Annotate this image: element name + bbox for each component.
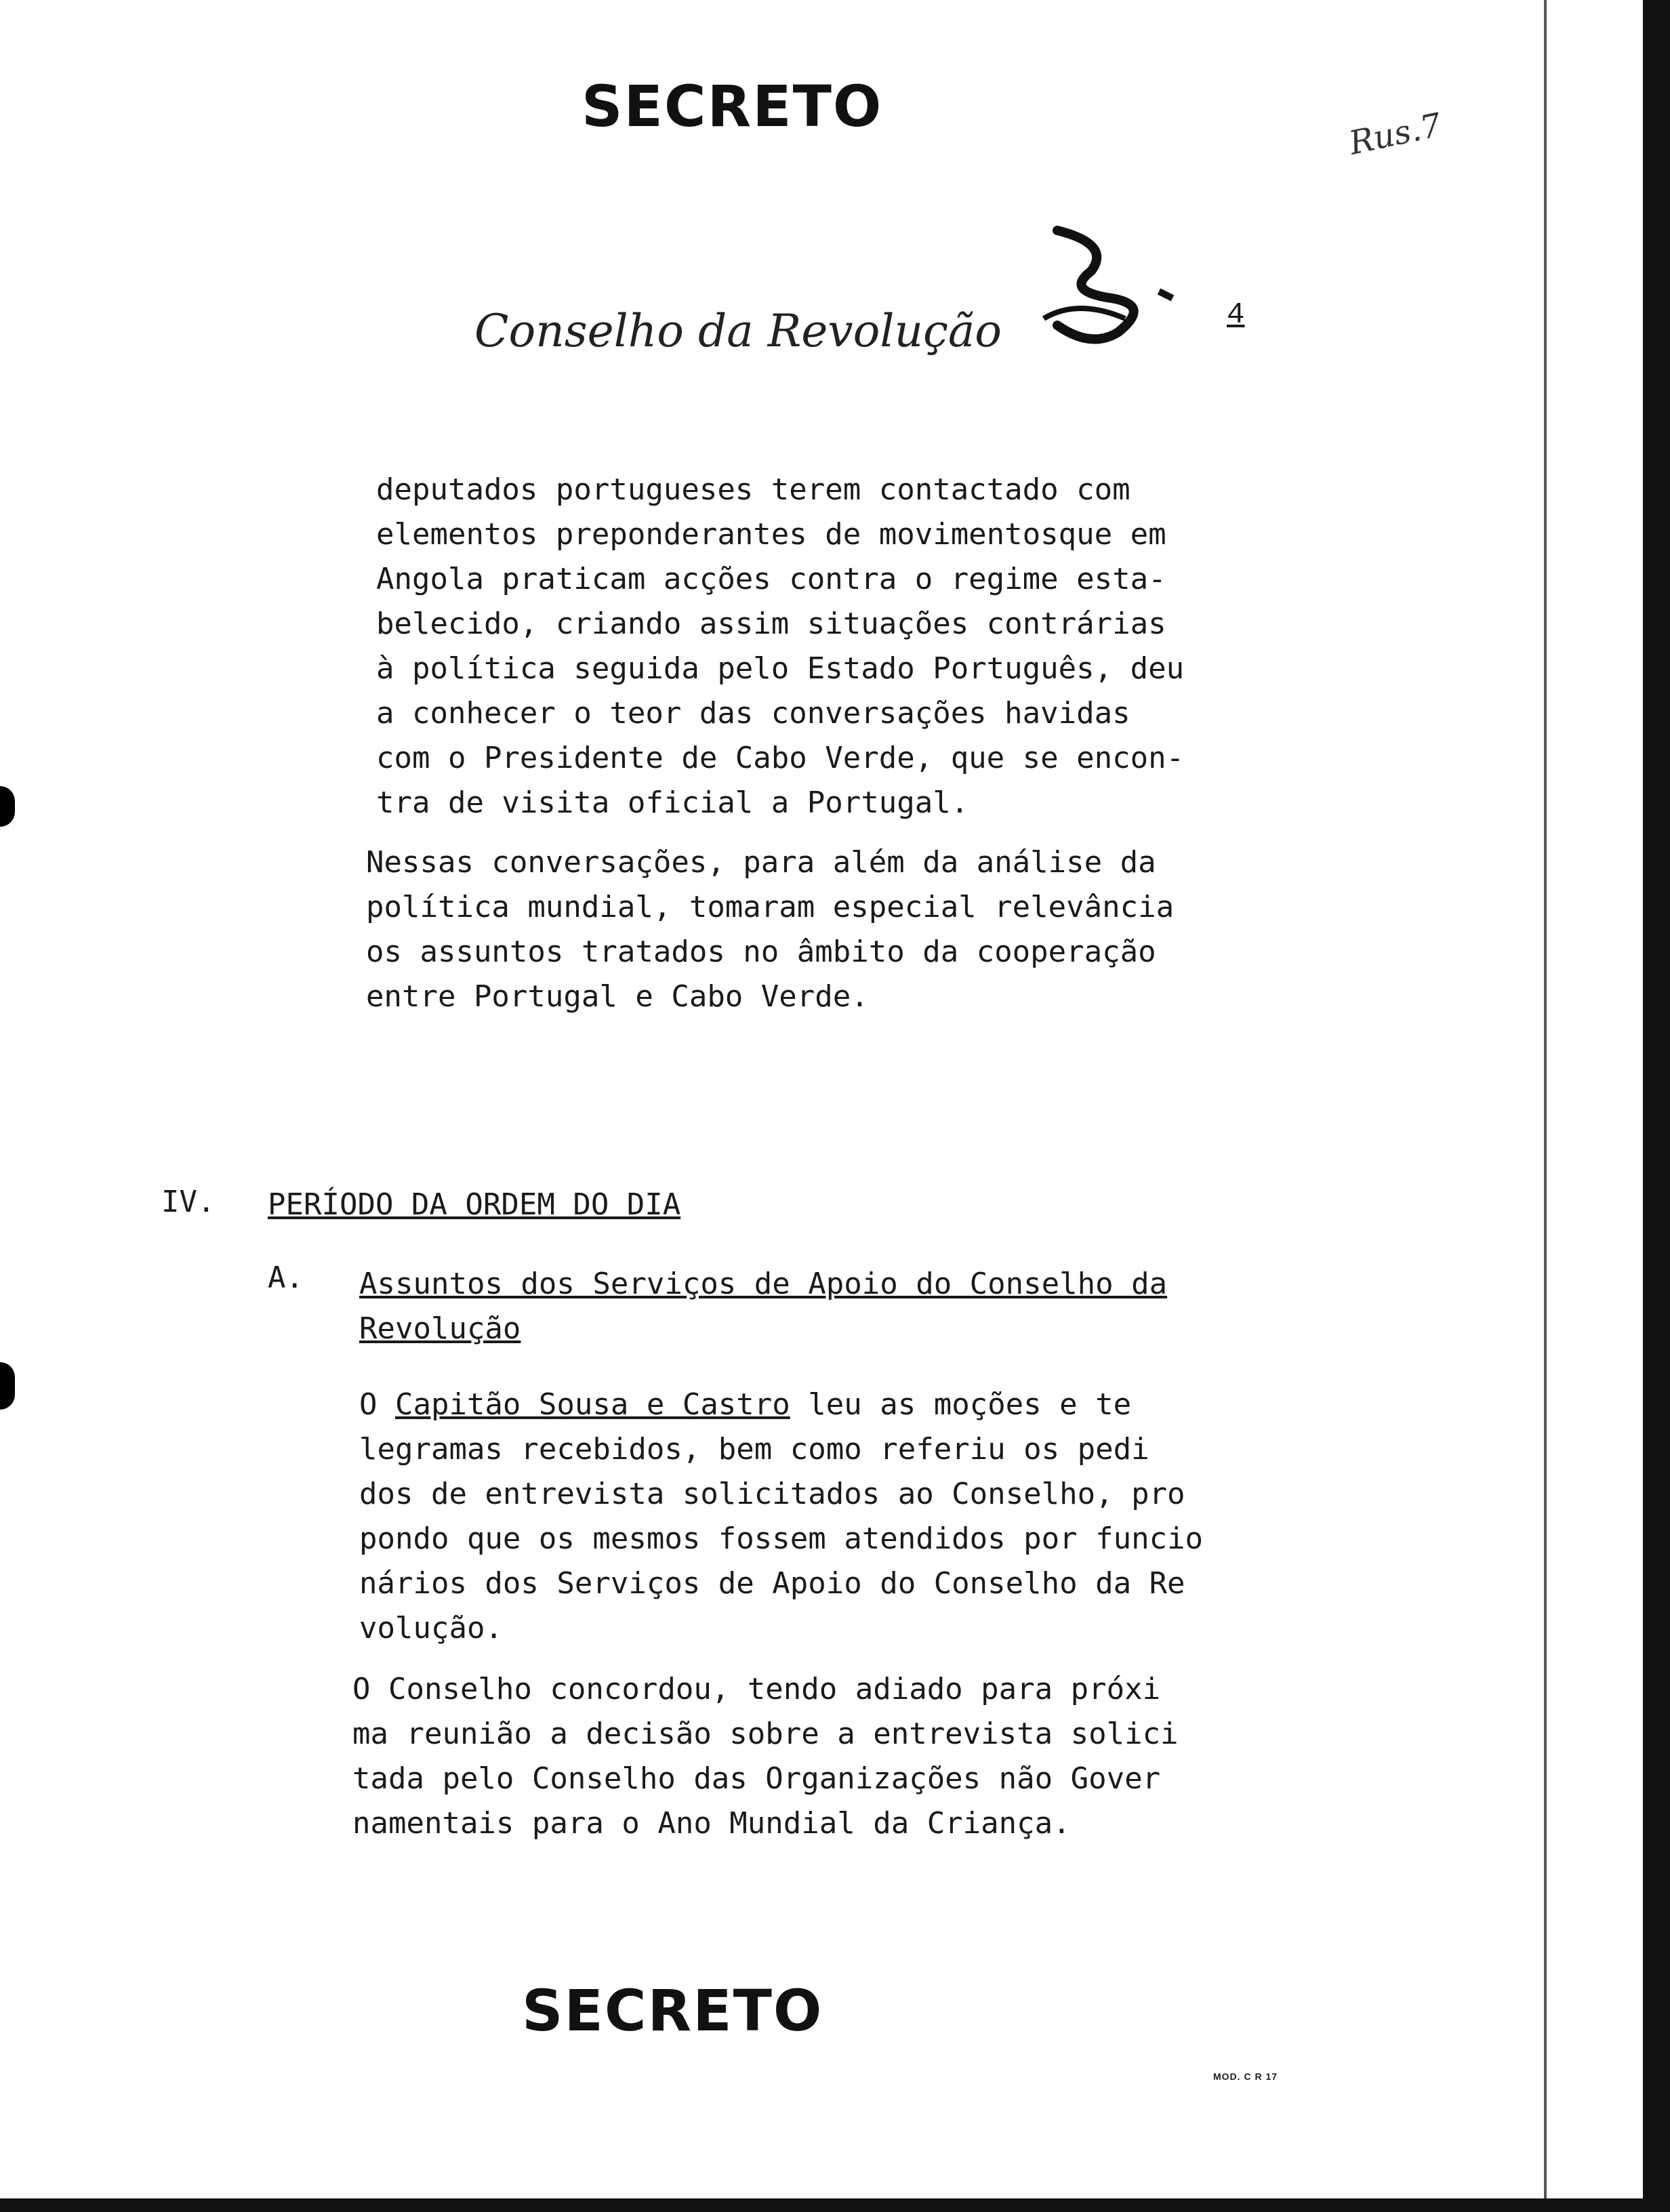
paragraph-line: nários dos Serviços de Apoio do Conselho da Re xyxy=(359,1566,1185,1601)
paragraph-line: belecido, criando assim situações contrárias xyxy=(376,607,1166,641)
secreto-stamp-bottom: SECRETO xyxy=(522,1978,823,2044)
paragraph-line: ma reunião a decisão sobre a entrevista solici xyxy=(352,1717,1179,1751)
paragraph-line: legramas recebidos, bem como referiu os pedi xyxy=(359,1432,1149,1467)
paragraph-prefix: O xyxy=(359,1387,395,1422)
paragraph-line: O Conselho concordou, tendo adiado para próxi xyxy=(352,1672,1161,1706)
paragraph-line: Angola praticam acções contra o regime esta- xyxy=(376,562,1166,596)
paragraph-line-rest: leu as moções e te xyxy=(790,1387,1132,1422)
secreto-stamp-top: SECRETO xyxy=(582,73,883,140)
paragraph-line: política mundial, tomaram especial relevância xyxy=(366,890,1175,924)
scan-edge-bottom xyxy=(0,2198,1670,2212)
paragraph-1 xyxy=(376,468,1184,825)
paragraph-line: Nessas conversações, para além da análise da xyxy=(366,845,1156,880)
paragraph-2 xyxy=(366,840,1174,1019)
handwritten-annotation: Rus.7 xyxy=(1345,106,1445,163)
section-title: PERÍODO DA ORDEM DO DIA xyxy=(268,1187,681,1222)
subsection-letter: A. xyxy=(268,1261,304,1295)
paragraph-line: tada pelo Conselho das Organizações não Gover xyxy=(352,1761,1161,1796)
paragraph-line xyxy=(359,1382,1203,1427)
paragraph-line: elementos preponderantes de movimentosque em xyxy=(376,517,1166,552)
page-number: 4 xyxy=(1227,298,1245,332)
letterhead-title: Conselho da Revolução xyxy=(474,305,1002,357)
person-name: Capitão Sousa e Castro xyxy=(394,1387,790,1422)
paragraph-line: tra de visita oficial a Portugal. xyxy=(376,785,969,820)
scan-edge-right xyxy=(1643,0,1670,2212)
subsection-title-line: Assuntos dos Serviços de Apoio do Conselho da xyxy=(359,1267,1168,1301)
paragraph-line: os assuntos tratados no âmbito da cooperação xyxy=(366,935,1156,969)
punch-hole-lower xyxy=(0,1362,15,1410)
paragraph-line: dos de entrevista solicitados ao Conselho, pro xyxy=(359,1477,1185,1511)
section-number: IV. xyxy=(161,1185,216,1219)
paragraph-line: deputados portugueses terem contactado com xyxy=(376,472,1131,507)
form-code: MOD. C R 17 xyxy=(1213,2071,1278,2082)
handwritten-mark xyxy=(1017,217,1193,352)
paragraph-3 xyxy=(359,1382,1203,1651)
paragraph-line: entre Portugal e Cabo Verde. xyxy=(366,979,869,1014)
paragraph-line: a conhecer o teor das conversações havidas xyxy=(376,696,1131,731)
subsection-title-line: Revolução xyxy=(359,1311,521,1346)
subsection-title xyxy=(359,1262,1167,1351)
paragraph-line: namentais para o Ano Mundial da Criança. xyxy=(352,1806,1071,1841)
punch-hole-upper xyxy=(0,786,15,827)
paragraph-line: à política seguida pelo Estado Português, deu xyxy=(376,651,1185,686)
paragraph-line: volução. xyxy=(359,1611,503,1645)
paragraph-4 xyxy=(352,1667,1179,1846)
paragraph-line: pondo que os mesmos fossem atendidos por funcio xyxy=(359,1521,1204,1556)
scan-fold-line xyxy=(1544,0,1547,2212)
paragraph-line: com o Presidente de Cabo Verde, que se encon- xyxy=(376,741,1185,775)
